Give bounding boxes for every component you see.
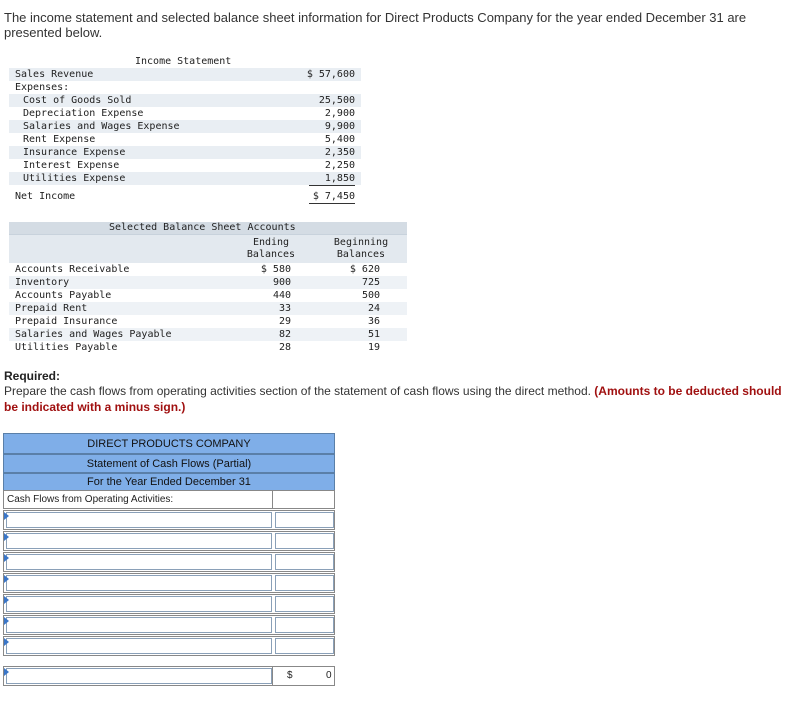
line-item-select[interactable] <box>6 575 272 591</box>
beginning-balance: 500 <box>361 290 380 301</box>
beginning-header-1: Beginning <box>333 237 389 248</box>
dropdown-marker-icon <box>4 533 9 541</box>
amount-input[interactable] <box>275 596 334 612</box>
input-row <box>3 552 335 572</box>
required-label: Required: <box>4 369 61 383</box>
input-row <box>3 594 335 614</box>
amount-input[interactable] <box>275 617 334 633</box>
operating-activities-label: Cash Flows from Operating Activities: <box>7 494 174 505</box>
expense-amount: 2,900 <box>324 108 355 119</box>
balance-sheet-table <box>9 222 407 360</box>
sales-revenue-amount: $ 57,600 <box>306 69 355 80</box>
table-row <box>9 341 407 354</box>
beginning-balance: $ 620 <box>349 264 380 275</box>
total-amount: 0 <box>326 670 332 681</box>
input-row <box>3 636 335 656</box>
expense-label: Depreciation Expense <box>23 108 144 119</box>
amount-input[interactable] <box>275 638 334 654</box>
worksheet-company: DIRECT PRODUCTS COMPANY <box>3 433 335 454</box>
input-row <box>3 573 335 593</box>
expense-amount: 25,500 <box>318 95 355 106</box>
intro-text: The income statement and selected balance sheet information for Direct Products Company for the year ended December 31 are presented below. <box>4 10 747 40</box>
expense-amount: 2,250 <box>324 160 355 171</box>
expense-row <box>9 133 361 146</box>
expense-amount: 1,850 <box>324 173 355 184</box>
expense-label: Interest Expense <box>23 160 120 171</box>
expense-row <box>9 172 361 185</box>
account-label: Inventory <box>15 277 70 288</box>
beginning-balance: 36 <box>367 316 380 327</box>
expense-label: Cost of Goods Sold <box>23 95 132 106</box>
expenses-label: Expenses: <box>15 82 70 93</box>
beginning-header-2: Balances <box>336 249 386 260</box>
ending-balance: 28 <box>278 342 291 353</box>
total-currency: $ <box>287 670 293 681</box>
expense-amount: 5,400 <box>324 134 355 145</box>
expense-row <box>9 159 361 172</box>
income-statement-title: Income Statement <box>135 56 232 67</box>
expense-label: Salaries and Wages Expense <box>23 121 180 132</box>
beginning-balance: 24 <box>367 303 380 314</box>
line-item-select[interactable] <box>6 617 272 633</box>
dropdown-marker-icon <box>4 638 9 646</box>
expense-label: Utilities Expense <box>23 173 126 184</box>
table-row <box>9 276 407 289</box>
line-item-select[interactable] <box>6 596 272 612</box>
subtotal-rule <box>309 185 355 186</box>
required-text: Prepare the cash flows from operating activities section of the statement of cash flows using the direct method. <box>4 384 595 398</box>
beginning-balance: 19 <box>367 342 380 353</box>
dropdown-marker-icon <box>4 668 9 676</box>
line-item-select[interactable] <box>6 554 272 570</box>
ending-header-2: Balances <box>246 249 296 260</box>
account-label: Prepaid Insurance <box>15 316 118 327</box>
line-item-select[interactable] <box>6 512 272 528</box>
dropdown-marker-icon <box>4 617 9 625</box>
expense-label: Insurance Expense <box>23 147 126 158</box>
table-row <box>9 289 407 302</box>
required-instructions <box>4 383 794 415</box>
expense-row <box>9 107 361 120</box>
expense-row <box>9 94 361 107</box>
table-row <box>9 315 407 328</box>
expense-row <box>9 120 361 133</box>
column-divider <box>272 491 273 508</box>
table-row <box>9 328 407 341</box>
dropdown-marker-icon <box>4 512 9 520</box>
ending-balance: 900 <box>272 277 291 288</box>
account-label: Accounts Payable <box>15 290 112 301</box>
beginning-balance: 51 <box>367 329 380 340</box>
amount-input[interactable] <box>275 533 334 549</box>
account-label: Utilities Payable <box>15 342 118 353</box>
income-statement-header <box>9 56 361 68</box>
income-statement <box>9 56 361 204</box>
dropdown-marker-icon <box>4 596 9 604</box>
dropdown-marker-icon <box>4 554 9 562</box>
line-item-select[interactable] <box>6 638 272 654</box>
dropdown-marker-icon <box>4 575 9 583</box>
column-divider <box>272 667 273 685</box>
line-item-select[interactable] <box>6 533 272 549</box>
worksheet-period: For the Year Ended December 31 <box>3 473 335 491</box>
account-label: Salaries and Wages Payable <box>15 329 172 340</box>
expenses-heading-row <box>9 81 361 94</box>
ending-balance: 29 <box>278 316 291 327</box>
ending-header-1: Ending <box>252 237 290 248</box>
net-income-label: Net Income <box>15 191 76 202</box>
expense-label: Rent Expense <box>23 134 96 145</box>
expense-row <box>9 146 361 159</box>
ending-balance: 440 <box>272 290 291 301</box>
ending-balance: 33 <box>278 303 291 314</box>
table-row <box>9 263 407 276</box>
sales-revenue-row <box>9 68 361 81</box>
account-label: Prepaid Rent <box>15 303 88 314</box>
account-label: Accounts Receivable <box>15 264 130 275</box>
ending-balance: 82 <box>278 329 291 340</box>
amount-input[interactable] <box>275 512 334 528</box>
sales-revenue-label: Sales Revenue <box>15 69 94 80</box>
total-label-select[interactable] <box>6 668 272 684</box>
balance-sheet-header <box>9 234 407 263</box>
expense-amount: 2,350 <box>324 147 355 158</box>
net-income-amount: $ 7,450 <box>312 191 355 202</box>
required-emphasis: (Amounts to be deducted should be indicated with a minus sign.) <box>4 384 782 414</box>
beginning-balance: 725 <box>361 277 380 288</box>
total-rule <box>309 203 355 204</box>
ending-balance: $ 580 <box>260 264 291 275</box>
input-row <box>3 531 335 551</box>
amount-input[interactable] <box>275 554 334 570</box>
total-row <box>3 666 335 686</box>
table-row <box>9 302 407 315</box>
worksheet-statement: Statement of Cash Flows (Partial) <box>3 454 335 473</box>
balance-sheet-title: Selected Balance Sheet Accounts <box>109 222 296 233</box>
amount-input[interactable] <box>275 575 334 591</box>
input-row <box>3 510 335 530</box>
cash-flow-worksheet <box>3 433 335 687</box>
expense-amount: 9,900 <box>324 121 355 132</box>
balance-sheet-title-bar <box>9 222 407 234</box>
operating-activities-section <box>3 490 335 509</box>
net-income-row <box>9 190 361 203</box>
input-row <box>3 615 335 635</box>
